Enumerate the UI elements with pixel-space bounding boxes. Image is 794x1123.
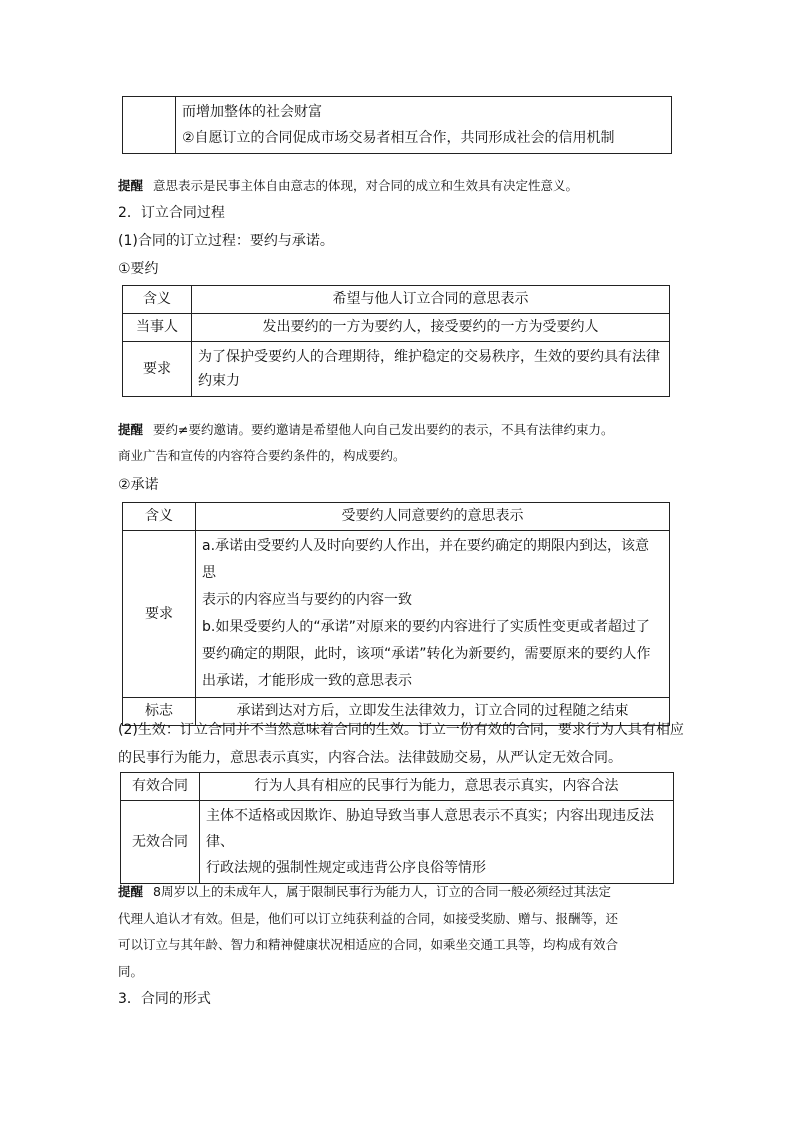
tip-label: 提醒 xyxy=(118,178,144,193)
table-line: 表示的内容应当与要约的内容一致 xyxy=(202,592,412,608)
table-line: 主体不适格或因欺诈、胁迫导致当事人意思表示不真实；内容出现违反法律、 xyxy=(206,808,654,850)
table-header-cell: 有效合同 xyxy=(121,773,200,801)
paragraph-line: (2)生效：订立合同并不当然意味着合同的生效。订立一份有效的合同，要求行为人具有相应 xyxy=(118,722,684,738)
table-line: ②自愿订立的合同促成市场交易者相互合作，共同形成社会的信用机制 xyxy=(182,130,615,146)
tip-text: 商业广告和宣传的内容符合要约条件的，构成要约。 xyxy=(118,448,406,463)
sub-heading: ②承诺 xyxy=(118,477,159,493)
tip-2 xyxy=(118,417,614,469)
table-header-cell: 要求 xyxy=(123,531,196,698)
tip-text: 代理人追认才有效。但是，他们可以订立纯获利益的合同，如接受奖励、赠与、报酬等，还 xyxy=(118,910,619,926)
section-heading: 3．合同的形式 xyxy=(118,991,211,1007)
table-cell: 希望与他人订立合同的意思表示 xyxy=(192,286,670,314)
table-acceptance xyxy=(122,502,670,726)
table-header-cell: 要求 xyxy=(123,342,192,397)
table-line: b.如果受要约人的“承诺”对原来的要约内容进行了实质性变更或者超过了 xyxy=(202,619,650,635)
tip-3 xyxy=(118,879,618,985)
table-validity xyxy=(120,772,674,884)
table-cell xyxy=(200,801,674,884)
table-header-cell: 无效合同 xyxy=(121,801,200,884)
table-line: 要约确定的期限，此时，该项“承诺”转化为新要约，需要原来的要约人作 xyxy=(202,646,651,662)
sub-heading: ①要约 xyxy=(118,261,159,277)
tip-1 xyxy=(118,173,578,199)
section-heading: 2．订立合同过程 xyxy=(118,205,225,221)
table-line: 出承诺，才能形成一致的意思表示 xyxy=(202,673,412,689)
tip-text: 可以订立与其年龄、智力和精神健康状况相适应的合同，如乘坐交通工具等，均构成有效合 xyxy=(118,937,619,952)
table-continuation xyxy=(122,96,672,154)
table-cell: 发出要约的一方为要约人，接受要约的一方为受要约人 xyxy=(192,314,670,342)
table-line: 而增加整体的社会财富 xyxy=(182,104,322,120)
tip-label: 提醒 xyxy=(118,422,144,437)
table-cell: 行为人具有相应的民事行为能力，意思表示真实，内容合法 xyxy=(200,773,674,801)
table-line: 行政法规的强制性规定或违背公序良俗等情形 xyxy=(206,860,486,876)
tip-label: 提醒 xyxy=(118,884,144,899)
paragraph: (1)合同的订立过程：要约与承诺。 xyxy=(118,233,334,249)
tip-text: 意思表示是民事主体自由意志的体现，对合同的成立和生效具有决定性意义。 xyxy=(153,178,579,193)
table-header-cell: 标志 xyxy=(123,698,196,726)
table-header-cell: 当事人 xyxy=(123,314,192,342)
table-cell-content xyxy=(176,97,672,154)
table-cell: 受要约人同意要约的意思表示 xyxy=(196,503,670,531)
tip-text: 要约≠要约邀请。要约邀请是希望他人向自己发出要约的表示，不具有法律约束力。 xyxy=(153,422,614,437)
table-cell-empty xyxy=(123,97,176,154)
table-cell: 承诺到达对方后，立即发生法律效力，订立合同的过程随之结束 xyxy=(196,698,670,726)
table-header-cell: 含义 xyxy=(123,503,196,531)
table-offer xyxy=(122,285,670,397)
table-cell xyxy=(192,342,670,397)
table-line: a.承诺由受要约人及时向要约人作出，并在要约确定的期限内到达，该意思 xyxy=(202,538,650,581)
paragraph xyxy=(118,716,684,772)
table-line: 为了保护受要约人的合理期待，维护稳定的交易秩序，生效的要约具有法律 xyxy=(198,349,660,365)
tip-text: 8周岁以上的未成年人，属于限制民事行为能力人，订立的合同一般必须经过其法定 xyxy=(153,884,611,899)
table-line: 约束力 xyxy=(198,373,240,389)
paragraph-line: 的民事行为能力，意思表示真实，内容合法。法律鼓励交易，从严认定无效合同。 xyxy=(118,750,622,766)
table-cell xyxy=(196,531,670,698)
tip-text: 同。 xyxy=(118,963,144,979)
table-header-cell: 含义 xyxy=(123,286,192,314)
